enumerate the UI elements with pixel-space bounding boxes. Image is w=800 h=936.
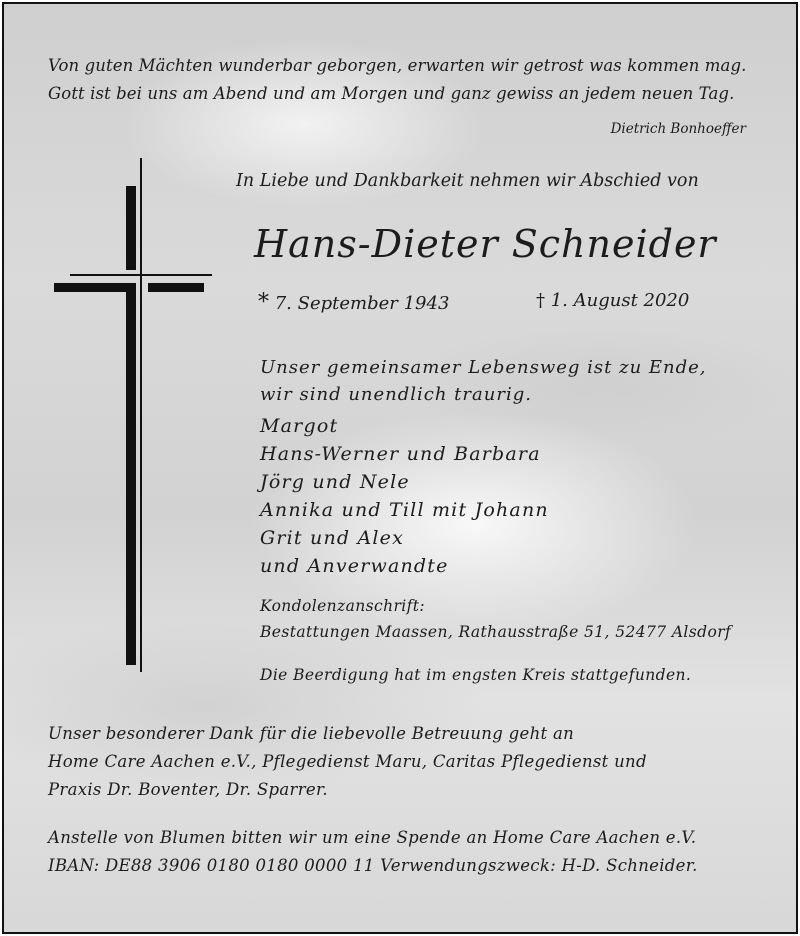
farewell-message [260,355,707,408]
death-date-row [536,290,689,311]
mourner: und Anverwandte [260,555,449,577]
thanks-line-1: Unser besonderer Dank für die liebevolle Betreuung geht an [48,724,575,743]
funeral-note: Die Beerdigung hat im engsten Kreis stattgefunden. [260,666,692,684]
mourner: Jörg und Nele [260,471,410,493]
obituary-card [2,2,798,934]
deceased-name: Hans-Dieter Schneider [254,222,717,266]
quote-line-1: Von guten Mächten wunderbar geborgen, erwarten wir getrost was kommen mag. [48,56,747,75]
mourner: Annika und Till mit Johann [260,499,549,521]
donation-line-2: IBAN: DE88 3906 0180 0180 0000 11 Verwendungszweck: H-D. Schneider. [48,856,698,875]
condolence-address: Bestattungen Maassen, Rathausstraße 51, 52477 Alsdorf [260,623,732,641]
intro-text: In Liebe und Dankbarkeit nehmen wir Abschied von [236,171,699,191]
condolence-label: Kondolenzanschrift: [260,597,426,615]
cross-symbol: † [536,290,545,311]
mourners-list [260,412,549,580]
death-date: 1. August 2020 [550,290,690,311]
birth-symbol: * [258,290,269,315]
message-line-1: Unser gemeinsamer Lebensweg ist zu Ende, [260,357,707,378]
birth-date: 7. September 1943 [274,293,450,314]
quote-author: Dietrich Bonhoeffer [610,121,746,137]
message-line-2: wir sind unendlich traurig. [260,383,532,405]
quote-line-2: Gott ist bei uns am Abend und am Morgen und ganz gewiss an jedem neuen Tag. [48,84,735,103]
birth-date-row [258,290,449,315]
thanks-line-3: Praxis Dr. Boventer, Dr. Sparrer. [48,780,328,799]
mourner: Hans-Werner und Barbara [260,443,541,465]
mourner: Margot [260,415,339,437]
mourner: Grit und Alex [260,527,405,549]
thanks-block [48,720,647,804]
thanks-line-2: Home Care Aachen e.V., Pflegedienst Maru, Caritas Pflegedienst und [48,752,647,771]
donation-block [48,824,698,880]
donation-line-1: Anstelle von Blumen bitten wir um eine Spende an Home Care Aachen e.V. [48,828,697,847]
